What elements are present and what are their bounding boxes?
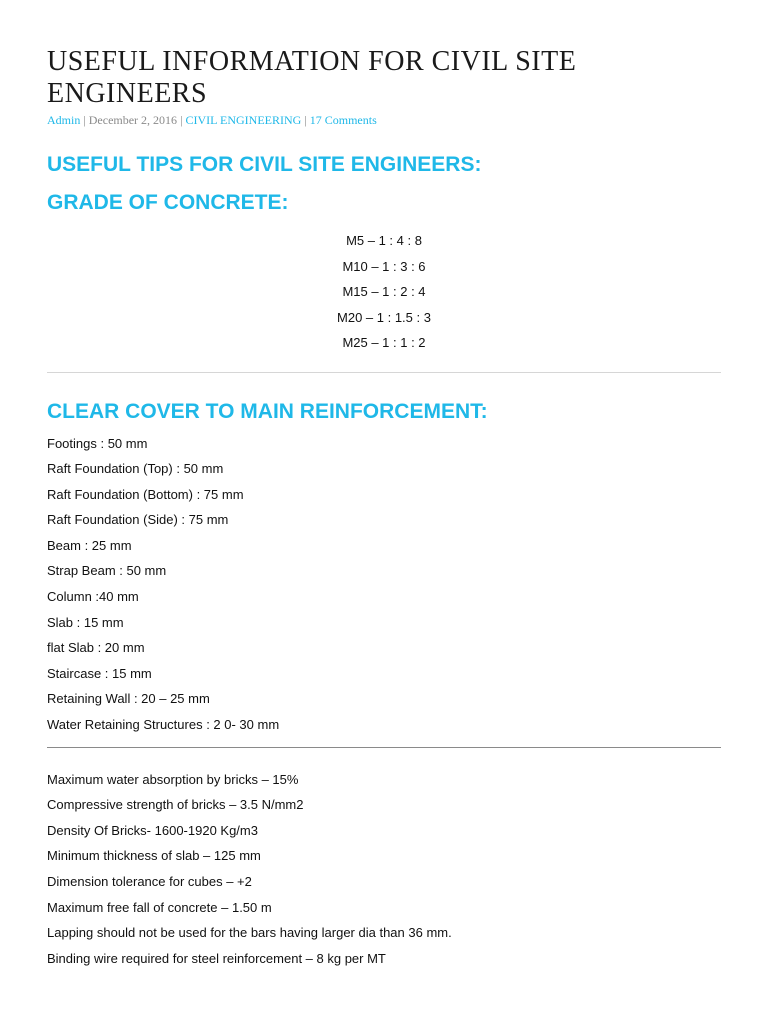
fact-item: Binding wire required for steel reinforcement – 8 kg per MT (47, 950, 386, 966)
cover-list (47, 431, 721, 738)
cover-item: Slab : 15 mm (47, 614, 124, 630)
cover-item: Staircase : 15 mm (47, 665, 152, 681)
grade-heading: GRADE OF CONCRETE: (47, 191, 289, 214)
cover-item: Column :40 mm (47, 589, 139, 605)
page-title: USEFUL INFORMATION FOR CIVIL SITE ENGINEERS (47, 46, 577, 109)
meta-separator: | (83, 113, 86, 127)
cover-item: Raft Foundation (Side) : 75 mm (47, 512, 229, 528)
cover-item: Water Retaining Structures : 2 0- 30 mm (47, 717, 280, 733)
author-link[interactable]: Admin (47, 113, 81, 127)
fact-item: Maximum water absorption by bricks – 15% (47, 771, 299, 787)
grade-item: M15 – 1 : 2 : 4 (342, 284, 426, 299)
post-meta (47, 112, 721, 128)
cover-heading: CLEAR COVER TO MAIN REINFORCEMENT: (47, 399, 488, 423)
grade-item: M25 – 1 : 1 : 2 (342, 335, 426, 350)
meta-separator: | (180, 113, 183, 127)
fact-item: Minimum thickness of slab – 125 mm (47, 848, 261, 864)
meta-separator: | (304, 113, 307, 127)
cover-item: Raft Foundation (Top) : 50 mm (47, 461, 224, 477)
fact-item: Density Of Bricks- 1600-1920 Kg/m3 (47, 822, 258, 838)
cover-item: Strap Beam : 50 mm (47, 563, 167, 579)
fact-item: Compressive strength of bricks – 3.5 N/mm2 (47, 797, 304, 813)
cover-item: Raft Foundation (Bottom) : 75 mm (47, 486, 244, 502)
fact-item: Maximum free fall of concrete – 1.50 m (47, 899, 272, 915)
cover-item: Retaining Wall : 20 – 25 mm (47, 691, 210, 707)
cover-item: Footings : 50 mm (47, 435, 148, 451)
comments-link[interactable]: 17 Comments (309, 113, 377, 127)
fact-item: Lapping should not be used for the bars having larger dia than 36 mm. (47, 925, 452, 941)
cover-item: Beam : 25 mm (47, 537, 132, 553)
grade-list (47, 228, 721, 356)
tips-heading: USEFUL TIPS FOR CIVIL SITE ENGINEERS: (47, 153, 482, 176)
cover-item: flat Slab : 20 mm (47, 640, 145, 656)
grade-item: M5 – 1 : 4 : 8 (346, 233, 422, 248)
post-date: December 2, 2016 (88, 113, 178, 127)
grade-item: M10 – 1 : 3 : 6 (342, 258, 426, 274)
divider (47, 747, 721, 748)
divider (47, 372, 721, 373)
category-link[interactable]: CIVIL ENGINEERING (185, 113, 302, 127)
fact-item: Dimension tolerance for cubes – +2 (47, 874, 252, 889)
facts-list (47, 767, 721, 972)
grade-item: M20 – 1 : 1.5 : 3 (337, 309, 431, 325)
